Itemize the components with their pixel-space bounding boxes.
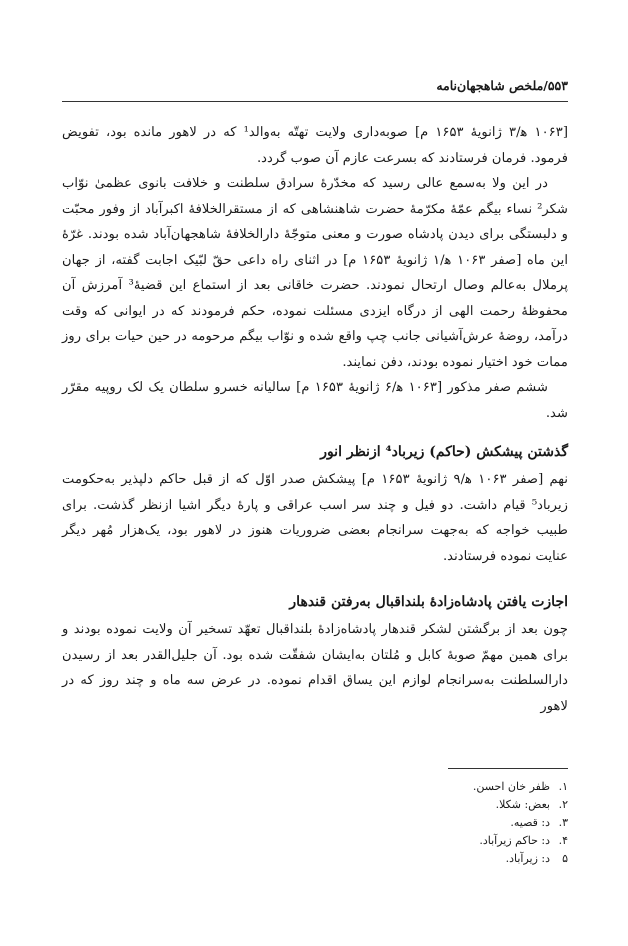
footnote-text: ظفر خان احسن. (472, 780, 550, 793)
page-body (62, 120, 568, 719)
footnote (300, 850, 568, 868)
footnotes (300, 778, 568, 868)
paragraph-1: [۱۰۶۳ ﻫ/۳ ژانویهٔ ۱۶۵۳ م] صوبه‌داری ولایت تهتّه به‌والد¹ که در لاهور مانده بود، تفویض فرمود. فرمان فرستادند که بسرعت عازم آن صوب گردد. (62, 125, 568, 166)
section-1-text: نهم [صفر ۱۰۶۳ ﻫ/۹ ژانویهٔ ۱۶۵۳ م] پیشکش صدر اوّل که از قبل حاکم دلپذیر به‌حکومت زیرباد⁵ قیام داشت. دو فیل و چند سر اسب عراقی و پارهٔ دیگر اشیا ازنظر گذشت. برای طبیب خواجه که به‌جهت سرانجام بعضی ضروریات هنوز در لاهور بود، یک‌هزار مُهر دیگر عنایت نموده فرستادند. (62, 472, 569, 564)
paragraph-2: در این ولا به‌سمع عالی رسید که مخدّرهٔ سرادق سلطنت و خلافت بانوی عظمیٰ نوّاب شکر² نساء بیگم عمّهٔ مکرّمهٔ حضرت شاهنشاهی که از مستقرالخلافهٔ اکبرآباد از وفور محبّت و دلبستگی برای دیدن پادشاه صورت و معنی متوجّهٔ دارالخلافهٔ شاهجهان‌آباد شده بودند. غرّهٔ این ماه [صفر ۱۰۶۳ ﻫ/۱ ژانویهٔ ۱۶۵۳ م] در اثنای راه داعی حقّ لبّیک اجابت گفته، از جهان پرملال به‌عالم وصال ارتحال نمودند. حضرت خاقانی بعد از استماع این قضیهٔ³ آمرزش آن محفوظهٔ رحمت الهی از درگاه ایزدی مسئلت نموده، حکم فرمودند که در ایوانی که وقت درآمد، روضهٔ عرش‌آشیانی جانب چپ واقع شده و نوّاب بیگم مرحومه در حین حیات برای روز ممات خود اختیار نموده بودند، دفن نمایند. (62, 176, 569, 370)
footnote (300, 778, 568, 796)
section-heading-1: گذشتن پیشکش (حاکم) زیرباد⁴ ازنظر انور (320, 444, 568, 460)
footnote-number: ۱. (558, 780, 568, 793)
section-heading-2: اجازت یافتن پادشاه‌زادهٔ بلنداقبال به‌رفتن قندهار (289, 594, 568, 610)
footnote-number: ۴. (558, 834, 568, 847)
footnote-text: د: زیرآباد. (505, 852, 550, 865)
footnote (300, 796, 568, 814)
footnote-number: ۳. (558, 816, 568, 829)
footnote-rule (448, 768, 568, 769)
footnote (300, 814, 568, 832)
paragraph-3: ششم صفر مذکور [۱۰۶۳ ﻫ/۶ ژانویهٔ ۱۶۵۳ م] سالیانه خسرو سلطان یک لک روپیه مقرّر شد. (62, 380, 568, 421)
footnote-number: ۲. (558, 798, 568, 811)
running-header: ۵۵۳/ملخص شاهجهان‌نامه (436, 78, 568, 93)
footnote (300, 832, 568, 850)
section-2-text: چون بعد از برگشتن لشکر قندهار پادشاه‌زادهٔ بلنداقبال تعهّد تسخیر آن ولایت نموده بودند و برای همین مهمّ صوبهٔ کابل و مُلتان به‌ایشان شفقّت شده بود. آن جلیل‌القدر بعد از رسیدن دارالسلطنت به‌سرانجام لوازم این یساق اقدام نموده. در عرض سه ماه و چند روز که در لاهور (62, 622, 568, 714)
header-rule (62, 101, 568, 102)
footnote-number: ۵ (562, 852, 568, 865)
footnote-text: د: حاکم زیرآباد. (479, 834, 550, 847)
footnote-text: د: قصیه. (510, 816, 550, 829)
footnote-text: بعض: شکلا. (495, 798, 550, 811)
